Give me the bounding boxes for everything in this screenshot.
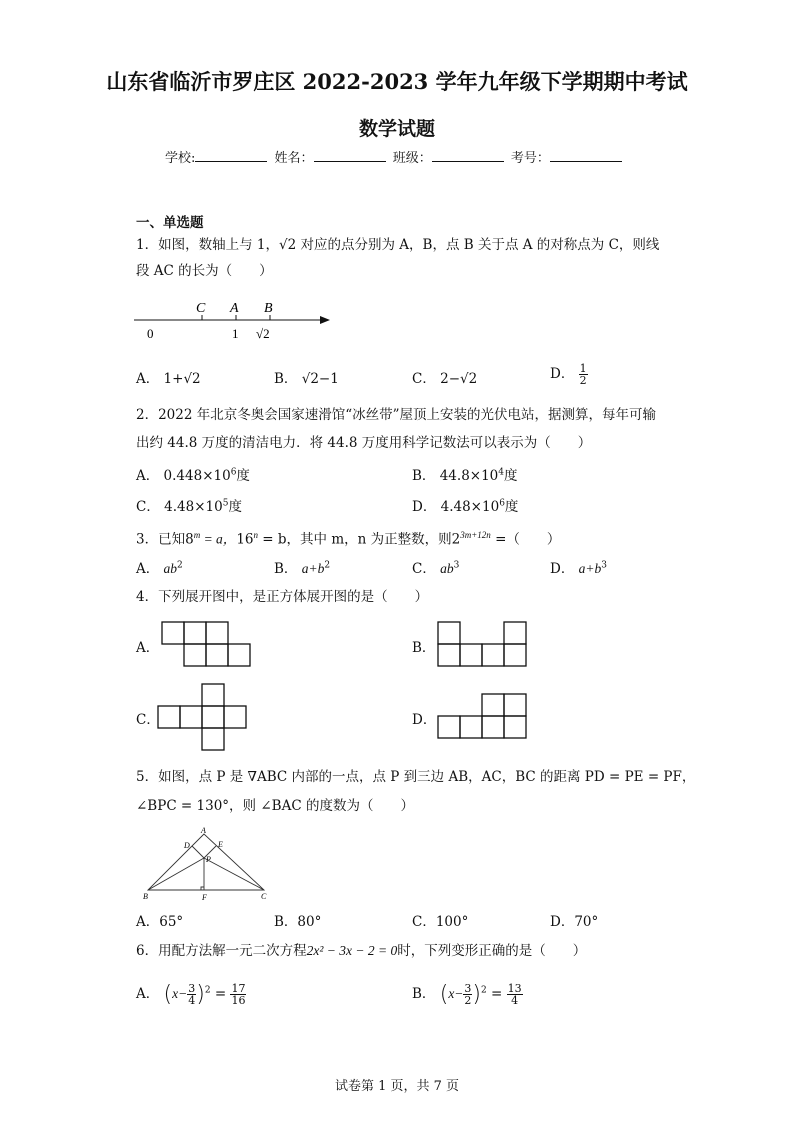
opt-label: D．: [412, 499, 437, 515]
q3-option-a[interactable]: [136, 557, 183, 577]
left-paren: (: [163, 982, 173, 1007]
fig-label-f: F: [202, 893, 207, 902]
opt-exp: 6: [230, 467, 237, 478]
fig-label-c: C: [261, 892, 267, 901]
opt-label: A．: [136, 468, 160, 484]
opt-exp: 2: [204, 985, 211, 996]
opt-label: C．: [412, 371, 436, 387]
label-a: A: [230, 301, 239, 316]
opt-exp: 5: [222, 498, 229, 509]
frac-num: 17: [231, 982, 246, 995]
q2-option-d[interactable]: [412, 495, 518, 515]
frac-num: 3: [464, 982, 472, 995]
q3-e2-exp: n: [253, 530, 258, 540]
label-origin: 0: [147, 326, 154, 341]
frac-num: 13: [507, 982, 522, 995]
exam-title: 山东省临沂市罗庄区 2022-2023 学年九年级下学期期中考试: [106, 69, 688, 94]
fig-label-d: D: [184, 841, 190, 850]
opt-var: x−: [448, 986, 464, 1001]
opt-label: B．: [412, 468, 436, 484]
q1-text-a: 1．如图，数轴上与 1，: [136, 237, 279, 253]
opt-base: ab: [440, 561, 454, 576]
opt-equals: =: [491, 986, 503, 1002]
q3-e2-rest: = b，其中 m，n 为正整数，则: [258, 531, 452, 548]
opt-unit: 度: [504, 468, 518, 484]
opt-value: √2−1: [301, 371, 339, 387]
q3-option-c[interactable]: [412, 557, 459, 577]
q5-line1: 5．如图，点 P 是 ∇ABC 内部的一点，点 P 到三边 AB，AC，BC 的距离 PD = PE = PF，: [136, 769, 696, 785]
q6-text-a: 6．用配方法解一元二次方程: [136, 943, 307, 959]
opt-label: A．: [136, 986, 160, 1002]
fig-label-e: E: [218, 840, 223, 849]
q3-e1-rest: = a，: [200, 531, 237, 547]
opt-label: B．: [412, 986, 436, 1002]
q3-text: 3．已知: [136, 531, 186, 548]
q2-line2: 出约 44.8 万度的清洁电力．将 44.8 万度用科学记数法可以表示为（ ）: [136, 435, 592, 451]
q1-number-line: [130, 296, 340, 346]
opt-exp: 6: [499, 498, 505, 509]
opt-equals: =: [214, 986, 227, 1002]
opt-label: A．: [136, 561, 160, 577]
exam-subtitle: 数学试题: [358, 118, 435, 140]
q6-line: [136, 942, 586, 960]
q4-net-a[interactable]: [160, 620, 255, 668]
opt-label: B．: [274, 561, 298, 577]
opt-unit: 度: [228, 499, 242, 515]
page-footer: 试卷第 1 页，共 7 页: [334, 1079, 460, 1094]
frac-den: 2: [579, 374, 587, 387]
name-blank[interactable]: [314, 149, 386, 162]
student-info-line: [165, 147, 625, 166]
label-b: B: [264, 301, 273, 316]
q4-option-b-label[interactable]: B．: [412, 640, 436, 656]
q1-option-d[interactable]: [550, 362, 588, 386]
q3-e1-base: 8: [185, 531, 194, 548]
q6-option-a[interactable]: [136, 982, 246, 1007]
q5-option-b[interactable]: B．80°: [274, 914, 322, 930]
id-blank[interactable]: [550, 149, 622, 162]
name-label: 姓名：: [274, 151, 314, 166]
frac-den: 4: [511, 994, 519, 1007]
label-c: C: [196, 301, 206, 316]
right-paren: ): [196, 982, 205, 1007]
q5-line2: ∠BPC = 130°，则 ∠BAC 的度数为（ ）: [136, 798, 414, 814]
q2-option-c[interactable]: [136, 495, 242, 515]
q4-net-b[interactable]: [436, 620, 531, 668]
opt-label: A．: [136, 371, 160, 387]
q1-line1: [136, 236, 659, 254]
opt-value: 2−√2: [440, 371, 478, 387]
q3-line: [136, 526, 560, 549]
segment-cp: [204, 858, 264, 890]
opt-exp: 2: [481, 985, 487, 996]
opt-unit: 度: [504, 499, 519, 515]
q5-option-a[interactable]: A．65°: [136, 914, 184, 930]
q1-option-b[interactable]: [274, 367, 339, 387]
q5-triangle-figure: [140, 826, 280, 902]
q3-option-d[interactable]: [550, 557, 607, 577]
school-blank[interactable]: [195, 149, 267, 162]
id-label: 考号：: [510, 151, 550, 166]
q2-option-a[interactable]: [136, 464, 250, 484]
opt-label: B．: [274, 371, 298, 387]
opt-exp: 2: [324, 560, 331, 571]
opt-base: a+b: [301, 561, 325, 576]
class-label: 班级：: [392, 151, 432, 166]
q4-option-a-label[interactable]: A．: [136, 640, 160, 656]
q6-equation: 2x² − 3x − 2 = 0: [306, 943, 398, 958]
q1-option-a[interactable]: [136, 367, 201, 387]
school-label: 学校:: [165, 151, 196, 166]
opt-exp: 4: [498, 467, 505, 478]
rhs-fraction: [230, 983, 246, 1006]
right-paren: ): [472, 982, 482, 1007]
q5-option-d[interactable]: D．70°: [550, 914, 599, 930]
opt-base: 4.48×10: [164, 499, 223, 515]
opt-base: ab: [163, 561, 178, 576]
opt-base: 4.48×10: [440, 499, 500, 515]
fig-label-p: P: [206, 855, 211, 864]
opt-var: x−: [172, 986, 188, 1001]
opt-base: 0.448×10: [163, 468, 231, 484]
frac-den: 2: [464, 994, 472, 1007]
opt-unit: 度: [236, 468, 250, 484]
inner-fraction: [187, 983, 196, 1006]
q1-option-c[interactable]: [412, 367, 477, 387]
opt-base: 44.8×10: [439, 468, 499, 484]
rhs-fraction: [507, 983, 523, 1006]
opt-label: C．: [412, 561, 436, 577]
axis-arrow-icon: [320, 316, 330, 324]
q3-e3-base: 2: [451, 531, 461, 548]
opt-value: 1+√2: [163, 371, 201, 387]
left-paren: (: [439, 982, 449, 1007]
opt-label: C．: [136, 499, 160, 515]
q1-text-b: 对应的点分别为 A，B，点 B 关于点 A 的对称点为 C，则线: [296, 237, 660, 253]
opt-exp: 3: [453, 560, 460, 571]
segment-pd: [192, 846, 204, 858]
q3-option-b[interactable]: [274, 557, 330, 577]
frac-num: 1: [579, 362, 587, 375]
q6-option-b[interactable]: [412, 982, 523, 1007]
opt-label: D．: [550, 366, 575, 382]
q3-e3-rest: =（ ）: [490, 531, 561, 548]
q4-net-c[interactable]: [156, 682, 252, 752]
q4-net-d[interactable]: [436, 692, 531, 742]
q1-sqrt: √2: [278, 237, 297, 253]
opt-base: a+b: [578, 561, 602, 576]
label-one: 1: [232, 326, 239, 341]
label-sqrt2: √2: [256, 326, 270, 341]
q3-e3-exp: 3m+12n: [460, 530, 491, 540]
q4-option-d-label[interactable]: D．: [412, 712, 437, 728]
segment-bp: [148, 858, 204, 890]
q3-e1-exp: m: [193, 530, 201, 540]
q4-line: 4．下列展开图中，是正方体展开图的是（ ）: [136, 589, 429, 605]
q3-e2-base: 16: [236, 531, 254, 548]
q1-line2: 段 AC 的长为（ ）: [136, 263, 273, 279]
opt-label: D．: [550, 561, 575, 577]
frac-den: 16: [231, 994, 246, 1007]
q4-option-c-label[interactable]: C．: [136, 712, 160, 728]
frac-num: 3: [188, 982, 196, 995]
q2-line1: 2．2022 年北京冬奥会国家速滑馆“冰丝带”屋顶上安装的光伏电站，据测算，每年可输: [136, 407, 657, 423]
frac-den: 4: [188, 994, 196, 1007]
opt-exp: 2: [177, 560, 183, 571]
class-blank[interactable]: [432, 149, 504, 162]
q5-option-c[interactable]: C．100°: [412, 914, 469, 930]
q6-text-b: 时，下列变形正确的是（ ）: [397, 943, 587, 959]
fig-label-b: B: [143, 892, 148, 901]
fig-label-a: A: [201, 826, 206, 835]
section-heading: 一、单选题: [136, 215, 204, 231]
opt-exp: 3: [601, 560, 607, 571]
opt-fraction: [579, 363, 588, 386]
q2-option-b[interactable]: [412, 464, 518, 484]
